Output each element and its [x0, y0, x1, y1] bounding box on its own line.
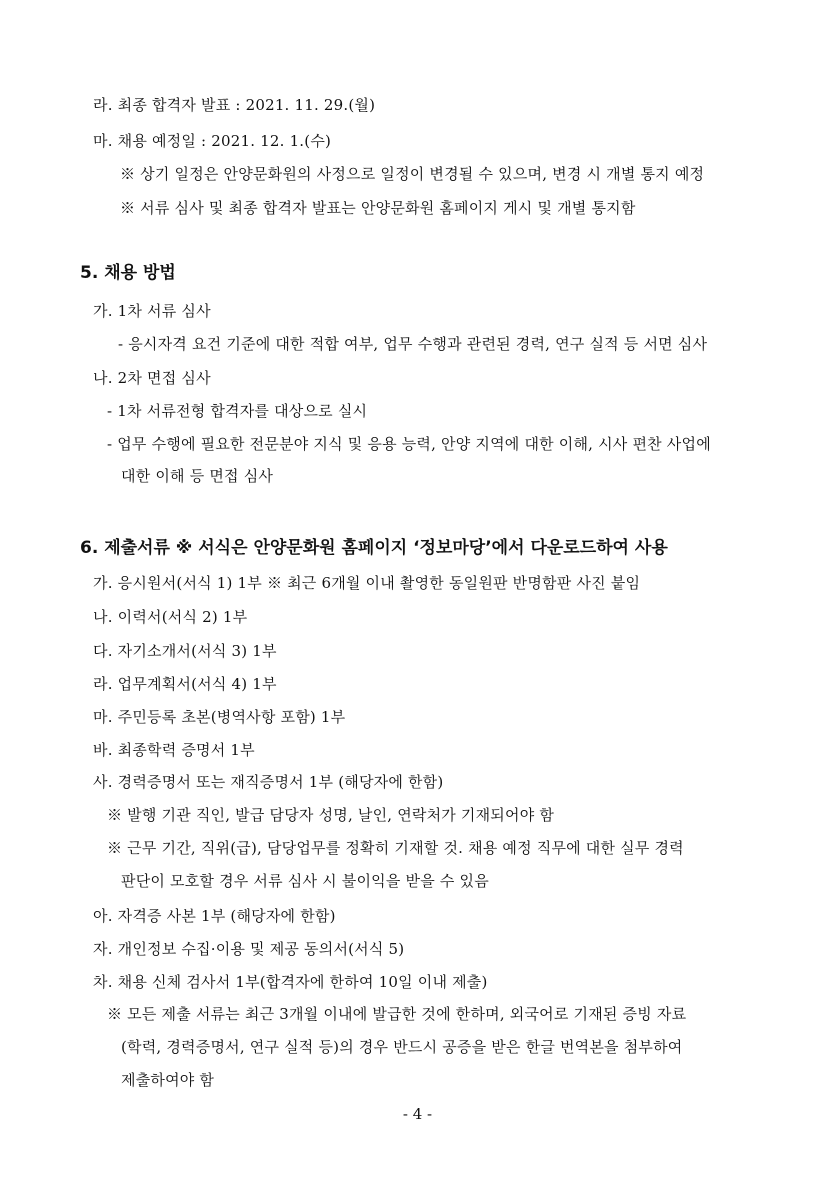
doc-item-ba: 바. 최종학력 증명서 1부 — [93, 741, 255, 759]
schedule-note-change: ※ 상기 일정은 안양문화원의 사정으로 일정이 변경될 수 있으며, 변경 시 개별 통지 예정 — [120, 165, 705, 183]
schedule-final-announcement: 라. 최종 합격자 발표 : 2021. 11. 29.(월) — [93, 96, 376, 114]
section-6-heading: 6. 제출서류 ※ 서식은 안양문화원 홈페이지 ‘정보마당’에서 다운로드하여 사용 — [80, 538, 668, 558]
doc-item-ja: 자. 개인정보 수집·이용 및 제공 동의서(서식 5) — [93, 940, 405, 958]
section-5-step-na-detail-2: - 업무 수행에 필요한 전문분야 지식 및 응용 능력, 안양 지역에 대한 이해, 시사 편찬 사업에 — [107, 435, 711, 453]
section-5-step-na-detail-2-cont: 대한 이해 등 면접 심사 — [121, 467, 274, 485]
doc-item-a: 아. 자격증 사본 1부 (해당자에 한함) — [93, 907, 336, 925]
final-note-line-2: (학력, 경력증명서, 연구 실적 등)의 경우 반드시 공증을 받은 한글 번역본을 첨부하여 — [121, 1038, 683, 1056]
doc-item-na: 나. 이력서(서식 2) 1부 — [93, 608, 248, 626]
doc-item-cha: 차. 채용 신체 검사서 1부(합격자에 한하여 10일 이내 제출) — [93, 973, 488, 991]
section-5-step-na-detail-1: - 1차 서류전형 합격자를 대상으로 실시 — [107, 402, 368, 420]
doc-item-sa: 사. 경력증명서 또는 재직증명서 1부 (해당자에 한함) — [93, 773, 444, 791]
final-note-line-3: 제출하여야 함 — [121, 1071, 215, 1089]
doc-item-da: 다. 자기소개서(서식 3) 1부 — [93, 642, 277, 660]
doc-item-ma: 마. 주민등록 초본(병역사항 포함) 1부 — [93, 708, 346, 726]
section-5-step-na: 나. 2차 면접 심사 — [93, 369, 211, 387]
schedule-hire-date: 마. 채용 예정일 : 2021. 12. 1.(수) — [93, 132, 332, 150]
page-number: - 4 - — [402, 1105, 433, 1123]
doc-item-ga: 가. 응시원서(서식 1) 1부 ※ 최근 6개월 이내 촬영한 동일원판 반명함판 사진 붙임 — [93, 574, 641, 592]
doc-item-sa-note-2: ※ 근무 기간, 직위(급), 담당업무를 정확히 기재할 것. 채용 예정 직무에 대한 실무 경력 — [107, 839, 684, 857]
doc-item-sa-note-2-cont: 판단이 모호할 경우 서류 심사 시 불이익을 받을 수 있음 — [121, 872, 489, 890]
section-5-step-ga-detail: - 응시자격 요건 기준에 대한 적합 여부, 업무 수행과 관련된 경력, 연구 실적 등 서면 심사 — [118, 335, 708, 353]
doc-item-sa-note-1: ※ 발행 기관 직인, 발급 담당자 성명, 날인, 연락처가 기재되어야 함 — [107, 806, 555, 824]
schedule-note-notice: ※ 서류 심사 및 최종 합격자 발표는 안양문화원 홈페이지 게시 및 개별 통지함 — [120, 199, 636, 217]
section-5-step-ga: 가. 1차 서류 심사 — [93, 302, 211, 320]
section-5-heading: 5. 채용 방법 — [80, 263, 176, 283]
doc-item-ra: 라. 업무계획서(서식 4) 1부 — [93, 675, 277, 693]
final-note-line-1: ※ 모든 제출 서류는 최근 3개월 이내에 발급한 것에 한하며, 외국어로 기재된 증빙 자료 — [107, 1005, 687, 1023]
